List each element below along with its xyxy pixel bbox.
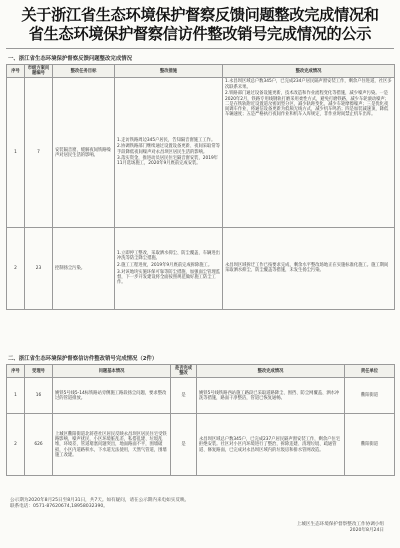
col-header-code: 市级方案问题编号 xyxy=(25,65,53,78)
col-header-result: 整改完成情况 xyxy=(223,65,395,78)
col-header-done: 是否完成整改 xyxy=(171,365,197,378)
row-result xyxy=(223,78,395,228)
title-line-2: 省生态环境保护督察信访件整改销号完成情况的公示 xyxy=(28,25,372,43)
section2-heading: 二、浙江省生态环境保护督察信访件整改销号完成情况（2件） xyxy=(8,356,158,362)
table-row xyxy=(7,228,395,310)
measure-item: 3.对该地块实施环保可靠等防尘措施，加强面尘管理监督，下一步开发建设将全面按照规范做好施工防尘工作。 xyxy=(117,269,220,286)
col-header-no: 序号 xyxy=(7,65,25,78)
table-row xyxy=(7,378,395,414)
row-no: 1 xyxy=(7,78,25,228)
col-header-result: 整改完成情况 xyxy=(197,365,345,378)
row-done: 是 xyxy=(171,378,197,414)
row-target: 安装隔音窗，缓解夜间铁路噪声对居民生活的影响。 xyxy=(53,78,115,228)
table-row xyxy=(7,414,395,476)
row-code: 16 xyxy=(25,378,53,414)
row-unit: 衢阳街道 xyxy=(345,414,395,476)
row-measures xyxy=(115,228,223,310)
section1-heading: 一、浙江省生态环境保护督察反馈问题整改完成情况 xyxy=(8,56,132,62)
row-no: 2 xyxy=(7,228,25,310)
row-no: 1 xyxy=(7,378,25,414)
measure-item: 1.走访铁路周边345户居民，告知隔音窗施工工作。 xyxy=(117,137,216,143)
measure-item: 2.施工工程进度，2019年9月底前完成拆除施工。 xyxy=(117,262,213,268)
row-result xyxy=(223,228,395,310)
signature-date: 2020年8月24日 xyxy=(349,528,384,534)
table-row xyxy=(7,78,395,228)
col-header-target: 整改任务目标 xyxy=(53,65,115,78)
row-code: 626 xyxy=(25,414,53,476)
col-header-code: 受理号 xyxy=(25,365,53,378)
page-title xyxy=(0,6,400,44)
row-result: 永昌坝区域总户数345户，已完成237户居民隔声窗安装工作，剩余户住宅拒绝安装。社区对小区内环境进行了整治，拆除违建、清理垃圾、疏通管道、修复路面，已完成对永昌坝区域内的垃圾房和排水管网改造。 xyxy=(197,414,345,476)
col-header-unit: 责任单位 xyxy=(345,365,395,378)
petition-table xyxy=(6,364,395,476)
row-problem: 上城区衢阳街道北蒋巷社区居民反映永昌坝区居民住宅受铁路影响，噪声扰民，小区环境脏乱差，私搭乱建、垃圾乱堆，环境差，管道堵塞问题突出，地面路面不平，围墙破损，小区内道路积水，下水道无法使用，天然气管道，围墙施工改建。 xyxy=(53,414,171,476)
table-header-row xyxy=(7,65,395,78)
footer-phone: 联系电话：0571-87620674,18958032390。 xyxy=(10,504,108,509)
title-line-1: 关于浙江省生态环境保护督察反馈问题整改完成情况和 xyxy=(21,6,379,24)
signature-block xyxy=(297,522,384,534)
row-target: 控制扬尘污染。 xyxy=(53,228,115,310)
col-header-problem: 问题基本情况 xyxy=(53,365,171,378)
row-problem: 姚铁5号线5-14标铁路站旁侧施工路段扬尘问题，要求整改过的管道排放。 xyxy=(53,378,171,414)
rectification-table xyxy=(6,64,395,310)
measure-item: 3.落实资金，推进动员居民住宅隔音窗安装，2019年11月选场施工，2020年9月底前完成安装。 xyxy=(117,156,218,167)
notice-footer xyxy=(10,498,189,510)
col-header-measures: 整改措施 xyxy=(115,65,223,78)
row-result: 姚铁5号线铁路西站施工路段已采取道路降尘、围挡、防尘网覆盖、洒水冲洗等措施，路面干净整洁，管道已恢复通畅。 xyxy=(197,378,345,414)
table-header-row xyxy=(7,365,395,378)
measure-item: 2.协调铁路部门继续通过设置设备更新、夜间采取常等手段降低夜间噪声对永昌坝区居民生活的影响。 xyxy=(117,144,220,155)
row-code: 23 xyxy=(25,228,53,310)
title-divider xyxy=(6,48,394,49)
row-unit: 衢阳街道 xyxy=(345,378,395,414)
row-no: 2 xyxy=(7,414,25,476)
row-measures xyxy=(115,78,223,228)
col-header-no: 序号 xyxy=(7,365,25,378)
measure-item: 1.立即停工整改，采取洒水抑尘、防尘覆盖、车辆进出冲洗等防尘降尘措施。 xyxy=(117,251,220,262)
result-item: 1.永昌坝区域总户数345户，已完成234户居民隔声窗安装工作，剩余户住进道，社区多次联系未果。 xyxy=(225,79,392,90)
row-code: 7 xyxy=(25,78,53,228)
result-item: 2.铁路部门通过设备设施更新，技术改造和作业流程变化等措施，减少噪声污染。一是2020年2月，铁路专用线钢轨打磨采用柔性方式，避免打磨铁路，减少车轮滚动噪声；二是在铁轨附近设置道岔密闭型分区，减少轨距变化，减少车轮摩擦噪声；三是优化夜间调车作业，将通信设备更新为低频无线方式，减少机车鸣笛；四是加装减速顶，降低车辆速度；五是严格执行夜间作业和机车入库规定，非作业时间禁止机车出库。 xyxy=(225,91,390,118)
signature-org: 上城区生态环境保护督察整改工作协调小组 xyxy=(296,522,384,527)
row-done: 是 xyxy=(171,414,197,476)
footer-period: 公示期为2020年8月25日至8月31日，共7天。如有疑问，请在公示期内来电如实反映。 xyxy=(10,498,190,503)
result-item: 永昌坝区域拆迁工作已按要求完成，剩余水平整改场地正在实施标准化施工。施工期间采取洒水抑尘、防尘覆盖等措施，未发生扬尘污染。 xyxy=(225,262,389,274)
